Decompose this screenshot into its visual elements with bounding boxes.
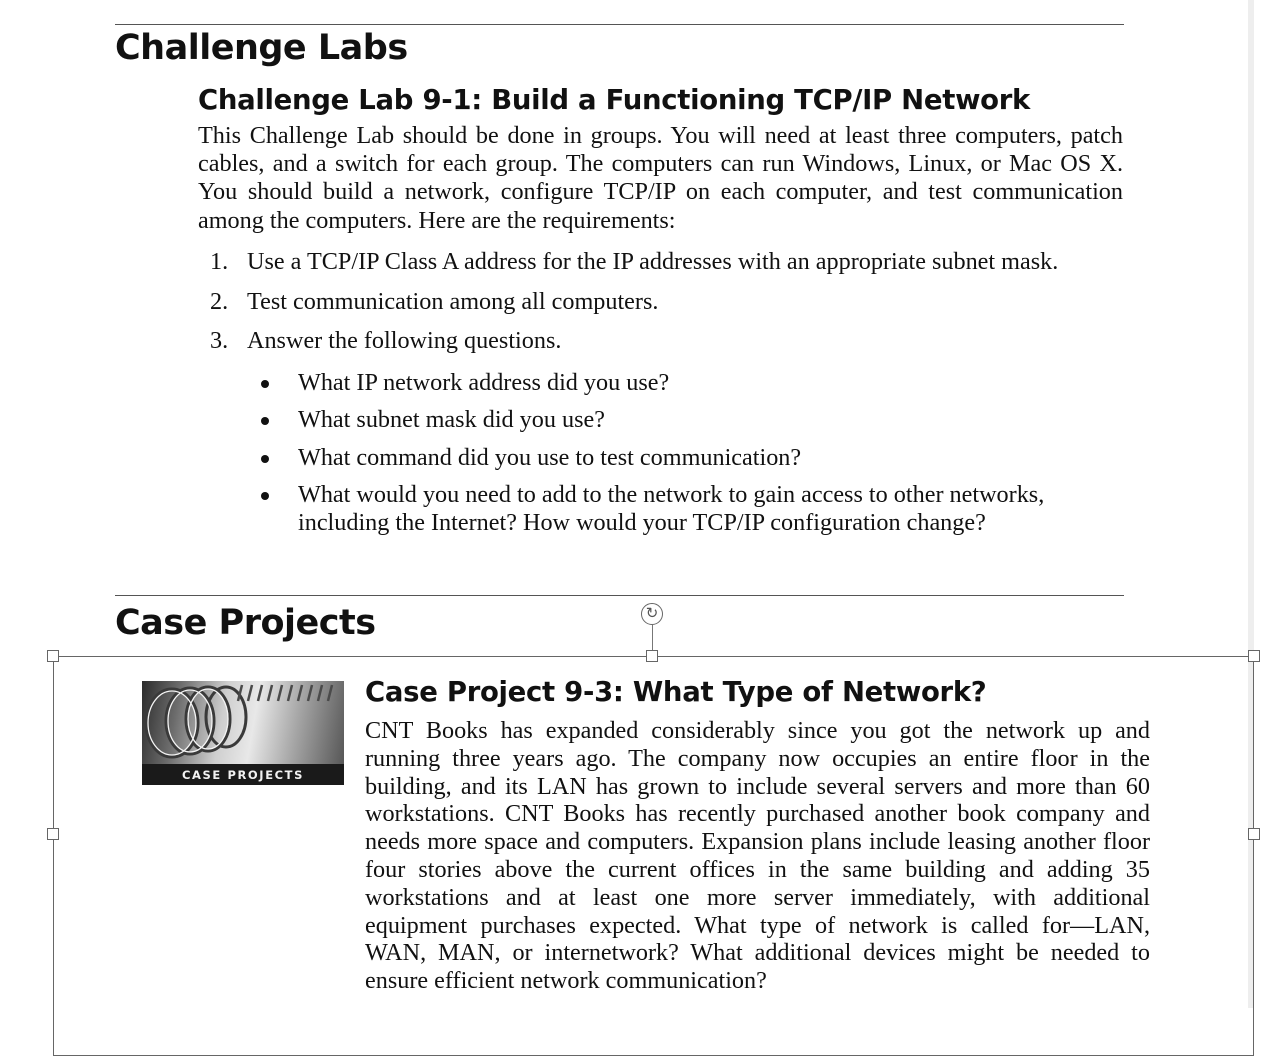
spiral-binding-photo [142,681,344,764]
challenge-lab-title: Challenge Lab 9-1: Build a Functioning TCP/IP Network [198,84,1031,116]
question-item [258,444,1108,472]
case-projects-heading: Case Projects [115,603,376,643]
resize-handle-top-right[interactable] [1248,650,1260,662]
resize-handle-top-left[interactable] [47,650,59,662]
requirement-number: 1. [210,248,229,275]
section-rule-case [115,595,1124,596]
requirements-list [198,248,1138,367]
requirement-item [198,248,1138,288]
question-text: What subnet mask did you use? [298,406,605,434]
challenge-lab-intro: This Challenge Lab should be done in groups. You will need at least three computers, patch cables, and a switch for each group. The computers can run Windows, Linux, or Mac OS X. You should build a network, configure TCP/IP on each computer, and test communication among the computers. Here are the requirements: [198,122,1123,234]
questions-list [258,369,1108,546]
requirement-text: Use a TCP/IP Class A address for the IP addresses with an appropriate subnet mask. [247,248,1059,275]
question-item [258,406,1108,434]
case-projects-image-label: CASE PROJECTS [181,768,305,782]
requirement-number: 2. [210,287,229,315]
question-item [258,481,1108,537]
bullet-dot-icon [261,455,269,463]
spiral-rings-icon [142,681,344,764]
section-rule-top [115,24,1124,25]
requirement-item [198,288,1138,328]
question-text: What would you need to add to the network to gain access to other networks, including the Internet? How would your TCP/IP configuration change? [298,480,1045,536]
requirement-number: 3. [210,327,229,354]
requirement-item [198,327,1138,367]
requirement-text: Test communication among all computers. [247,287,659,315]
requirement-text: Answer the following questions. [247,327,562,354]
bullet-dot-icon [261,417,269,425]
case-project-body: CNT Books has expanded considerably since you got the network up and running three years ago. The company now occupies an entire floor in the building, and its LAN has grown to include several servers and more than 60 workstations. CNT Books has recently purchased another book company and needs more space and computers. Expansion plans include leasing another floor four stories above the current offices in the same building and adding 35 workstations and at least one more server immediately, with additional equipment purchases expected. What type of network is called for—LAN, WAN, MAN, or internetwork? What additional devices might be needed to ensure efficient network communication? [365,717,1150,995]
bullet-dot-icon [261,380,269,388]
resize-handle-middle-left[interactable] [47,828,59,840]
rotate-stem [652,625,653,651]
case-projects-image [142,681,344,785]
question-text: What command did you use to test communication? [298,443,802,471]
rotate-handle-icon[interactable]: ↻ [641,603,663,625]
bullet-dot-icon [261,492,269,500]
question-text: What IP network address did you use? [298,369,670,396]
challenge-labs-heading: Challenge Labs [115,28,408,68]
case-project-title: Case Project 9-3: What Type of Network? [365,676,987,708]
resize-handle-middle-right[interactable] [1248,828,1260,840]
resize-handle-top-center[interactable] [646,650,658,662]
question-item [258,369,1108,397]
